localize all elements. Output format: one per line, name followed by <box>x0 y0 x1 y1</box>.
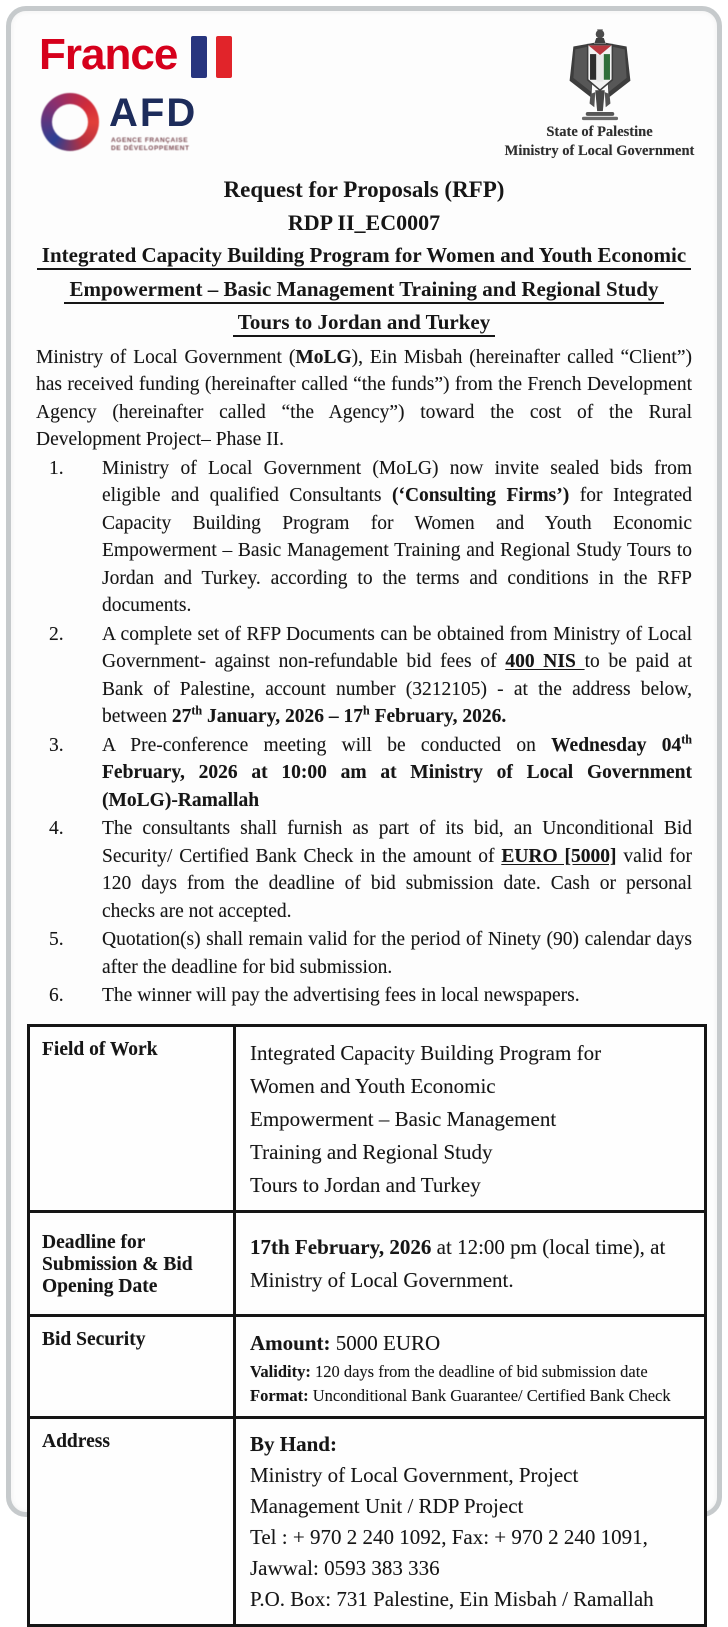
item-number: 4. <box>49 818 64 839</box>
row-value: 17th February, 2026 at 12:00 pm (local time), at Ministry of Local Government. <box>235 1211 706 1315</box>
subject-line-3: Tours to Jordan and Turkey <box>27 306 701 340</box>
row-value: By Hand: Ministry of Local Government, Project Management Unit / RDP Project Tel : + 970 2 240 1092, Fax: + 970 2 240 1091, Jawwal: 0593 383 336 P.O. Box: 731 Palestine, Ein Misbah / Ramallah <box>235 1417 706 1625</box>
item-number: 5. <box>49 929 64 950</box>
france-logo <box>39 30 232 79</box>
item-text: A complete set of RFP Documents can be obtained from Ministry of Local Government- against non-refundable bid fees of 400 NIS to be paid at Bank of Palestine, account number (3212105) - at the address below, between 27th January, 2026 – 17$^h$ February, 2026. <box>102 623 692 727</box>
row-value: Integrated Capacity Building Program for Women and Youth Economic Empowerment – Basic Management Training and Regional Study Tours to Jordan and Turkey <box>235 1025 706 1211</box>
afd-tagline <box>111 137 190 153</box>
authority-country: State of Palestine <box>546 124 653 140</box>
authority-block <box>502 27 697 161</box>
item-number: 1. <box>49 457 64 479</box>
list-item-3 <box>36 732 692 815</box>
row-label: Bid Security <box>29 1315 235 1417</box>
subject-line-2: Empowerment – Basic Management Training and Regional Study <box>27 273 701 307</box>
item-text: Ministry of Local Government (MoLG) now invite sealed bids from eligible and qualified Consultants (‘Consulting Firms’) for Integrated Capacity Building Program for Women and Youth Economic Empowerment – Basic Management Training and Regional Study Tours to Jordan and Turkey. according to the terms and conditions in the RFP documents. <box>102 457 692 616</box>
item-text: A Pre-conference meeting will be conducted on Wednesday 04th February, 2026 at 10:00 am at Ministry of Local Government (MoLG)-Ramallah <box>102 732 692 811</box>
flag-bar-blue <box>191 36 207 78</box>
authority-ministry: Ministry of Local Government <box>504 143 695 159</box>
afd-logo <box>41 91 241 157</box>
list-item-1 <box>36 455 692 620</box>
intro-paragraph: Ministry of Local Government (MoLG), Ein Misbah (hereinafter called “Client”) has received funding (hereinafter called “the funds”) from the French Development Agency (hereinafter called “the Agency”) toward the cost of the Rural Development Project– Phase II. <box>36 346 692 450</box>
row-label: Deadline for Submission & Bid Opening Date <box>29 1211 235 1315</box>
list-item-5 <box>36 926 692 981</box>
rfp-reference: RDP II_EC0007 <box>287 210 441 235</box>
row-value: Amount: 5000 EURO Validity: 120 days from the deadline of bid submission date Format: Unconditional Bank Guarantee/ Certified Bank Check <box>235 1315 706 1417</box>
item-number: 6. <box>49 985 64 1006</box>
afd-tagline-line2: DE DÉVELOPPEMENT <box>111 145 190 152</box>
subject-line-1: Integrated Capacity Building Program for Women and Youth Economic <box>27 239 701 273</box>
item-text: The winner will pay the advertising fees in local newspapers. <box>102 985 580 1006</box>
rfp-title: Request for Proposals (RFP) <box>223 177 505 202</box>
table-row-bid-security <box>29 1315 706 1417</box>
table-row-deadline <box>29 1211 706 1315</box>
table-row-field-of-work <box>29 1025 706 1211</box>
document-body <box>27 344 701 1010</box>
afd-ring-icon <box>41 93 99 151</box>
title-block <box>27 173 701 340</box>
item-number: 3. <box>49 734 64 756</box>
list-item-4 <box>36 815 692 925</box>
item-number: 2. <box>49 623 64 645</box>
afd-wordmark: AFD <box>109 91 198 135</box>
rfp-details-table <box>27 1024 707 1627</box>
palestine-coat-of-arms-icon <box>562 27 638 123</box>
item-text: The consultants shall furnish as part of its bid, an Unconditional Bid Security/ Certified Bank Check in the amount of EURO [5000] valid for 120 days from the deadline of bid submission date. Cash or personal checks are not accepted. <box>102 818 693 922</box>
flag-bar-red <box>216 36 232 78</box>
document-header <box>27 27 701 167</box>
french-flag-bars-icon <box>191 36 232 78</box>
list-item-2 <box>36 621 692 731</box>
france-wordmark: France <box>39 30 178 79</box>
document-page <box>6 6 722 1611</box>
table-row-address <box>29 1417 706 1625</box>
row-label: Address <box>29 1417 235 1625</box>
item-text: Quotation(s) shall remain valid for the period of Ninety (90) calendar days after the deadline for bid submission. <box>102 929 692 978</box>
afd-tagline-line1: AGENCE FRANÇAISE <box>111 137 189 144</box>
list-item-6 <box>36 982 692 1010</box>
row-label: Field of Work <box>29 1025 235 1211</box>
